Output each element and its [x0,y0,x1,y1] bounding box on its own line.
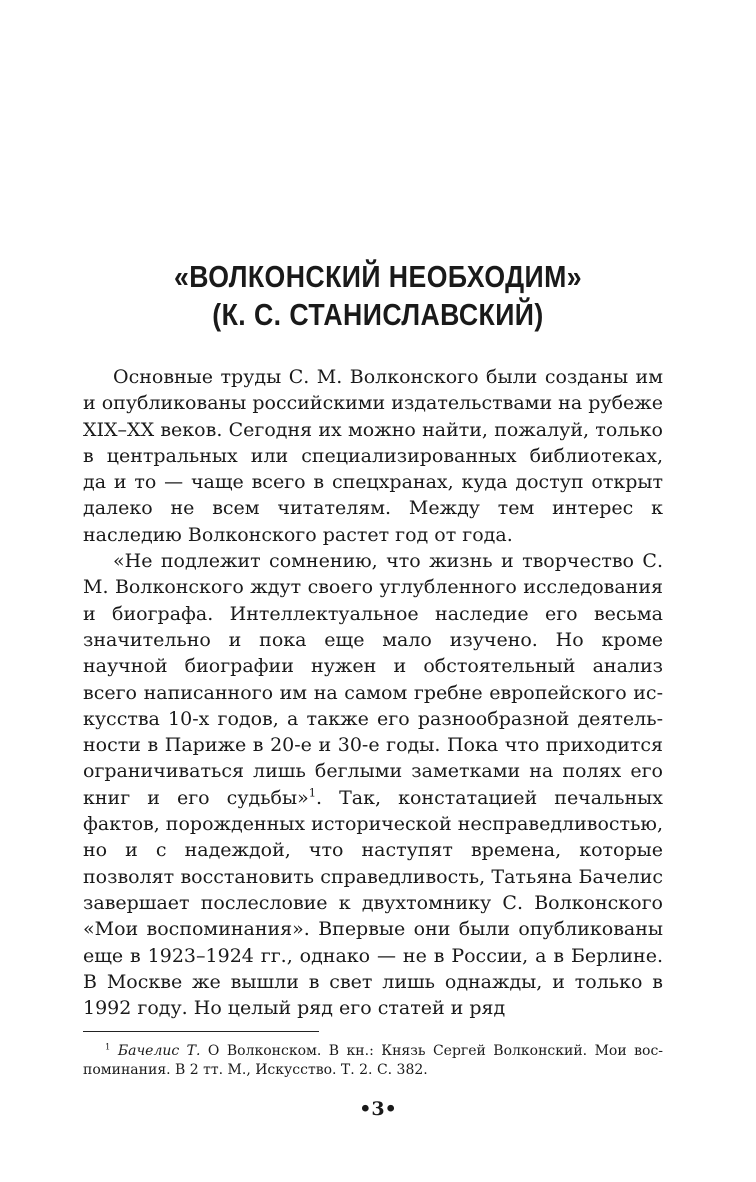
paragraph-1-text: Основные труды С. М. Волконского были созданы им и опубликованы российскими издательствами на рубеже XIX–XX веков. Сегодня их можно найти, пожалуй, только в центральных или специализированных библиотеках, да и то — чаще всего в спецхранах, куда доступ открыт далеко не всем читателям. Между тем интерес к наследию Волконского растет год от года. [83,366,663,546]
footnote-divider [83,1031,319,1032]
chapter-title-line-2: (К. С. СТАНИСЛАВСКИЙ) [212,297,544,332]
chapter-title [53,258,703,334]
paragraph-1 [83,364,663,548]
paragraph-2-text: «Не подлежит сомнению, что жизнь и творчество С. М. Волконского ждут своего углубленного исследования и биографа. Интеллектуальное наследие его весьма значительно и пока еще мало изучено. Но кроме научной биографии нужен и обстоятельный анализ всего написанного им на самом гребне европейского искусства 10-х годов, а также его разнообразной деятельности в Париже в 20-е и 30-е годы. Пока что приходится ограничиваться лишь беглыми заметками на полях его книг и его судьбы» [83,550,663,809]
footnote-author: Бачелис Т. [117,1043,201,1059]
chapter-title-line-1: «ВОЛКОНСКИЙ НЕОБХОДИМ» [173,259,583,294]
footnote-reference[interactable]: 1 [308,785,316,800]
paragraph-2: «Не подлежит сомнению, что жизнь и творчество С. М. Волконского ждут своего углубленного исследования и биографа. Интеллектуальное наследие его весьма значительно и пока еще мало изучено. Но кроме научной биографии нужен и обстоятельный анализ всего написанного им на самом гребне европейского искусства 10-х годов, а также его разнообразной деятельности в Париже в 20-е и 30-е годы. Пока что приходится ограничиваться лишь беглыми заметками на полях его книг и его судьбы»$^1$. Так, констатацией печальных фактов, порожденных исторической несправедливостью, но и с надеждой, что наступят времена, которые позволят восстановить справедливость, Татьяна Бачелис завершает послесловие к двухтомнику С. Волконского «Мои воспоминания». Впервые они были опубликованы еще в 1923–1924 гг., однако — не в России, а в Берлине. В Москве же вышли в свет лишь однажды, и только в 1992 году. Но целый ряд его статей и ряд [83,550,663,1020]
paragraph-2-continuation: Так, констатацией печальных фактов, порожденных исторической несправедливостью, но и с надеждой, что наступят времена, которые позволят восстановить справедливость, Татьяна Бачелис завершает послесловие к двухтомнику С. Волконского «Мои воспоминания». Впервые они были опубликованы еще в 1923–1924 гг., однако — не в России, а в Берлине. В Москве же вышли в свет лишь однажды, и только в 1992 году. Но целый ряд его статей и ряд [83,786,663,1020]
footnote-text: О Волконском. В кн.: Князь Сергей Волконский. Мои воспоминания. В 2 тт. М., Искусство. Т. 2. С. 382. [83,1043,664,1078]
footnote-number: 1 [105,1041,111,1052]
footnote [83,1042,663,1080]
body-text [83,364,663,1021]
page-number: •3• [359,1098,397,1120]
